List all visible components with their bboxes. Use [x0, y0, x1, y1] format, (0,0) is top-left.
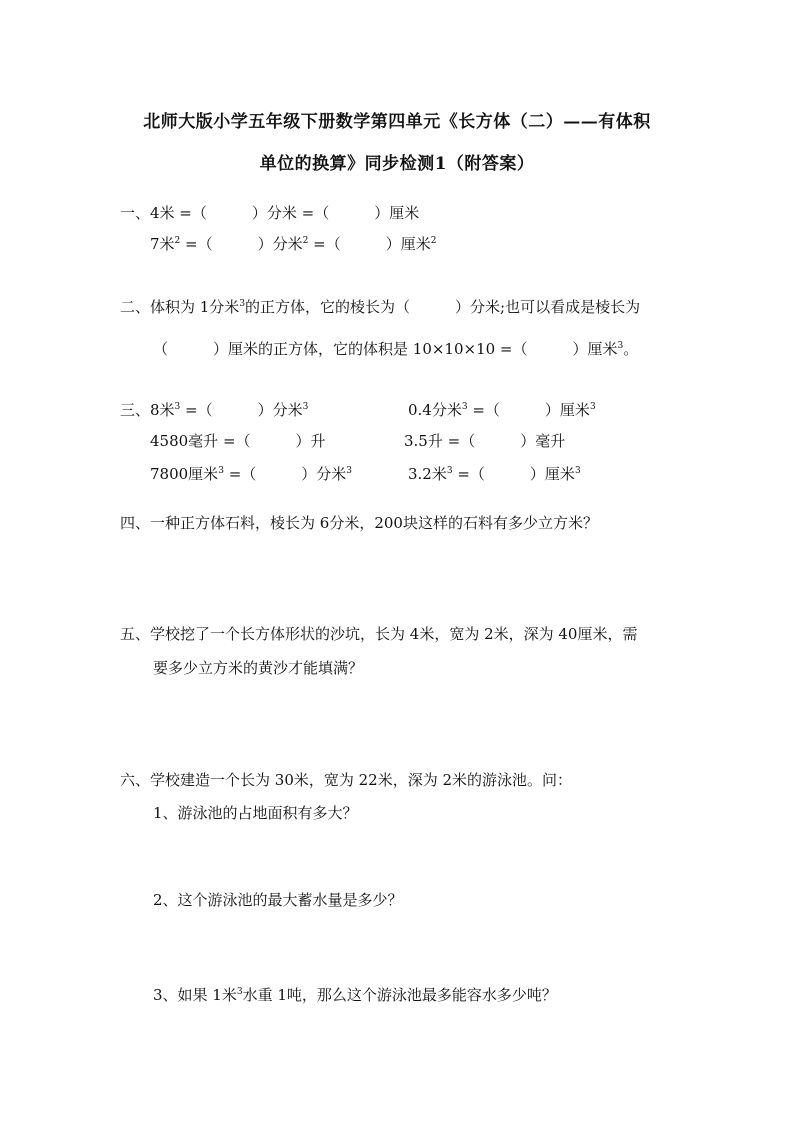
q3-sup-1: 3: [174, 402, 181, 412]
q3-row-3-right: [408, 463, 581, 484]
q6-sub-question-1: 1、游泳池的占地面积有多大？: [153, 804, 358, 822]
q3-row-2-left: 4580毫升 =（ ）升: [150, 432, 326, 450]
q1-line-2-part-b: =（ ）分米: [180, 235, 303, 253]
q3-r1-left-a: 三、8米: [120, 401, 175, 419]
page-title-line-2: 单位的换算》同步检测1（附答案）: [259, 154, 535, 174]
q6-sup-1: 3: [236, 987, 243, 997]
q3-r1-right-b: =（ ）厘米: [467, 401, 590, 419]
q3-sup-2: 3: [302, 402, 309, 412]
q3-sup-7: 3: [446, 466, 453, 476]
q4-line-1: 四、一种正方体石料，棱长为 6分米，200块这样的石料有多少立方米？: [120, 514, 598, 532]
q3-r3-left-a: 7800厘米: [150, 465, 219, 483]
q3-row-1-left: [120, 399, 308, 420]
q1-sup-1: 2: [174, 236, 181, 246]
q3-sup-8: 3: [574, 466, 581, 476]
q6-sub-question-3: [153, 984, 557, 1005]
q3-r3-right-b: =（ ）厘米: [452, 465, 575, 483]
q3-sup-4: 3: [589, 402, 596, 412]
q3-row-3-left: [150, 463, 352, 484]
q3-r3-right-a: 3.2米: [408, 465, 447, 483]
q1-sup-3: 2: [430, 236, 437, 246]
page-title-line-1: 北师大版小学五年级下册数学第四单元《长方体（二）——有体积: [143, 112, 651, 132]
q1-line-1: 一、4米 =（ ）分米 =（ ）厘米: [120, 204, 420, 222]
q2-line-2-part-b: 。: [623, 340, 639, 358]
q5-line-2: 要多少立方米的黄沙才能填满？: [153, 659, 364, 677]
q1-line-2: [150, 233, 436, 254]
q2-line-1: [120, 296, 640, 317]
q6-sub-question-2: 2、这个游泳池的最大蓄水量是多少？: [153, 891, 403, 909]
q1-sup-2: 2: [302, 236, 309, 246]
q2-line-1-part-a: 二、体积为 1分米: [120, 298, 240, 316]
q3-sup-6: 3: [346, 466, 352, 476]
q1-line-2-part-a: 7米: [150, 235, 175, 253]
q3-row-2-right: 3.5升 =（ ）毫升: [404, 432, 566, 450]
q6-line-1: 六、学校建造一个长为 30米，宽为 22米，深为 2米的游泳池。问：: [120, 771, 573, 789]
q3-r3-left-b: =（ ）分米: [223, 465, 347, 483]
q2-sup-2: 3: [617, 341, 624, 351]
q2-line-1-part-b: 的正方体，它的棱长为（ ）分米;也可以看成是棱长为: [245, 298, 641, 316]
q2-line-2: [153, 338, 638, 359]
q5-line-1: 五、学校挖了一个长方体形状的沙坑，长为 4米，宽为 2米，深为 40厘米，需: [120, 625, 638, 643]
q6-sub3-part-b: 水重 1吨，那么这个游泳池最多能容水多少吨？: [242, 986, 557, 1004]
q3-sup-3: 3: [461, 402, 468, 412]
q3-r1-left-b: =（ ）分米: [180, 401, 303, 419]
q1-line-2-part-c: =（ ）厘米: [308, 235, 431, 253]
q6-sub3-part-a: 3、如果 1米: [153, 986, 237, 1004]
q2-line-2-part-a: （ ）厘米的正方体，它的体积是 10×10×10 =（ ）厘米: [153, 340, 618, 358]
q3-r1-right-a: 0.4分米: [408, 401, 462, 419]
q3-sup-5: 3: [218, 466, 224, 476]
q3-row-1-right: [408, 399, 596, 420]
q2-sup-1: 3: [239, 299, 246, 309]
